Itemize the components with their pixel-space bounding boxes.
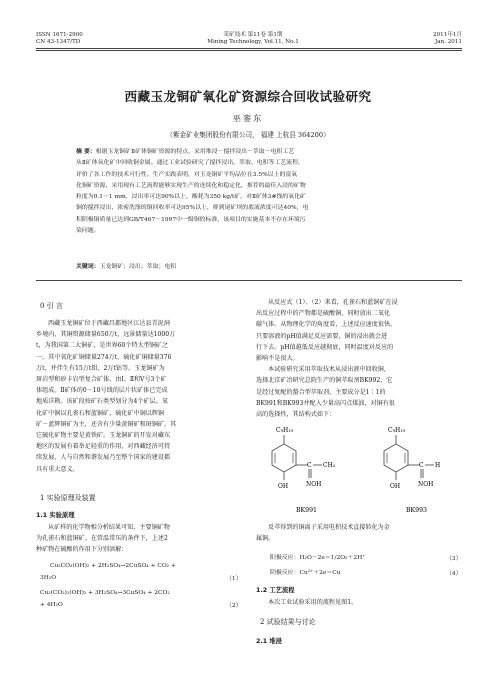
abstract-line: 染问题。: [76, 228, 100, 235]
chemical-structures: [256, 422, 466, 520]
text-line: 它硫化矿物主要是黄铁矿。玉龙铜矿的开发对藏东: [36, 432, 171, 440]
header-rule-2: [36, 50, 462, 51]
text-line: 万t，并伴生有15万t钼、2万t钴等。玉龙铜矿为: [36, 364, 165, 372]
bk993-structure: [384, 427, 440, 514]
text-line: 碳气体。从物理化学的角度看，上述反应速度很快。: [256, 321, 397, 329]
text-line: 地区的发展有着举足轻重的作用，对西藏经济可持: [36, 443, 171, 451]
bk993-alkyl-label: C₉H₁₉: [388, 427, 406, 434]
abstract-divider: [36, 280, 462, 281]
text-line: 反萃得到的铜离子采用电积技术直接转化为金: [268, 524, 390, 531]
section-2-heading: 2 试验结果与讨论: [260, 618, 316, 626]
text-line: 矿－蓝辉铜矿为主，还含有少量黄铜矿和斑铜矿，其: [36, 420, 177, 428]
equation-2-cont: + 4H₂O: [40, 602, 63, 608]
equation-3-number: （3）: [446, 556, 462, 562]
equation-2: Cu₃(CO₃)₂(OH)₂ + 3H₂SO₄→3CuSO₄ + 2CO₂: [40, 590, 170, 596]
text-line: 只要溶液的pH值满足反应需要，铜的浸出就会进: [256, 332, 388, 340]
text-line: 从反应式（1）、（2）来看，孔雀石和蓝铜矿在浸: [268, 299, 398, 306]
text-line: 出反应过程中的产物都是硫酸铜，同时放出二氧化: [256, 310, 391, 318]
abstract-line: 积阴极铜质量已达到GB/T467－1997中一级铜的标准，该项目的实施基本不存在环境污: [76, 216, 306, 223]
abstract-line: 评价了各工作的技术可行性。生产实践表明，对玉龙铜矿平均品位在3.5%以上的富氧: [76, 171, 298, 178]
text-line: BK991和BK993并配入少量高闪点煤油，对铜有很: [256, 399, 395, 407]
bk991-c-label: C: [307, 462, 312, 469]
text-line: 选择北京矿冶研究总院生产的铜萃取剂BK992，它: [256, 377, 393, 385]
paper-title: 西藏玉龙铜矿氧化矿资源综合回收试验研究: [124, 89, 372, 104]
subsection-1-1: 1.1 实验原理: [36, 512, 75, 519]
equation-4-number: （4）: [446, 571, 462, 577]
text-line: 属铜。: [256, 535, 275, 543]
bk993-hydroxyl-label: OH: [390, 483, 401, 490]
journal-en: Mining Technology, Vol.11, No.1: [207, 39, 299, 45]
keywords-label: 关键词：: [76, 264, 100, 270]
equation-1-cont: 3H₂O: [40, 575, 57, 581]
section-1-heading: 1 实验原理及装置: [40, 494, 96, 502]
journal-cn: 采矿技术 第11卷 第1期: [223, 32, 283, 38]
text-line: 具有重大意义。: [36, 465, 79, 473]
bk993-h-label: H: [435, 462, 441, 469]
text-line: 为孔雀石和蓝铜矿。在常温常压的条件下，上述2: [36, 535, 168, 543]
bk993-oxime-label: NOH: [418, 481, 434, 488]
text-line: 行下去。pH值越低反应越彻底，同时温度对反应的: [256, 343, 394, 351]
text-line: 西藏玉龙铜矿位于西藏昌都地区江达县青泥洞: [48, 320, 170, 327]
flow-text: 本次工业试验采用的流程见图1。: [268, 599, 358, 606]
text-line: 地质详勘。该矿段按矿石类型划分为4个矿层。氧: [36, 398, 168, 406]
electrowinning-text: [256, 522, 466, 544]
abstract-line: 化铜矿资源，采用现有工艺流程能够实现生产的连续化和稳定化，推荐的最佳入浸的矿物: [76, 182, 306, 189]
text-line: t，为我国第二大铜矿，是世界60个特大型铜矿之: [36, 342, 169, 350]
equation-4: 阴极反应：Cu²⁺＋2e＝Cu: [270, 570, 341, 576]
text-line: 续发展、人与自然和谐发展乃至整个国家的建设都: [36, 454, 171, 462]
issn: ISSN 1671-2900: [36, 32, 83, 38]
abstract-line: 根据玉龙铜矿Ⅱ矿体铜矿资源的特点，采用堆浸－搅拌浸出－萃取－电积工艺: [95, 149, 295, 155]
section-intro-heading: 0 引 言: [40, 302, 63, 310]
keywords: [76, 261, 434, 270]
text-line: 种矿物在硫酸的作用下分别溶解：: [36, 546, 128, 554]
text-line: 乡境内，其铜资源储量650万t，远景储量达1000万: [36, 331, 176, 339]
equation-1: Cu₂CO₃(OH)₂ + 2H₂SO₄→2CuSO₄ + CO₂ +: [50, 563, 176, 569]
text-line: 斑岩型和矽卡岩型复合矿体，由Ⅰ、Ⅱ和Ⅴ号3个矿: [36, 376, 167, 384]
bk993-c-label: C: [419, 462, 424, 469]
bk991-name: BK991: [296, 507, 317, 514]
abstract-line: 铜的搅拌浸出，浓密洗涤的铜回收率可达95%以上，排到尾矿坝的底流浓度可达40%，电: [76, 205, 309, 212]
equation-3: 阳极反应：H₂O－2e＝1/2O₂＋2H⁺: [270, 555, 366, 561]
bk991-hydroxyl-label: OH: [278, 483, 289, 490]
bk991-methyl-label: CH₃: [323, 462, 336, 469]
bk991-oxime-label: NOH: [306, 481, 322, 488]
abstract-line: 从Ⅱ矿体氧化矿中回收铜金属。通过工业试验研究了搅拌浸出、萃取、电积等工艺流程，: [76, 160, 304, 167]
text-line: 体组成。Ⅱ矿体的0－10号线的层片状矿体已完成: [36, 387, 168, 395]
date-en: Jan. 2011: [435, 39, 462, 45]
text-line: 一。其中氧化矿铜储量274万t，硫化矿铜储量376: [36, 353, 172, 361]
text-line: 高的选择性，其结构式如下：: [256, 411, 336, 419]
right-column-text: [256, 297, 466, 420]
text-line: 影响不是很大。: [256, 355, 299, 363]
abstract: [76, 147, 434, 237]
header-rule: [36, 48, 462, 49]
equation-1-number: （1）: [226, 576, 242, 582]
abstract-label: 摘 要：: [76, 149, 96, 155]
intro-text: [36, 318, 248, 475]
text-line: 本试验研究采用萃取技术从浸出液中回收铜，: [268, 366, 390, 374]
text-line: 化矿中铜以孔雀石和蓝铜矿、硫化矿中铜以辉铜: [36, 409, 164, 417]
equation-2-number: （2）: [226, 603, 242, 609]
author: 巫銮东: [232, 113, 264, 123]
subsection-1-2: 1.2 工艺流程: [256, 587, 295, 594]
text-line: 从矿样的化学物相分析结果可知，主要铜矿物: [48, 524, 170, 531]
bk993-name: BK993: [406, 507, 427, 514]
bk991-alkyl-label: C₉H₁₉: [276, 427, 294, 434]
abstract-line: 粒度为0.1～1 mm，浸出率可达90%以上，酸耗为350 kg/t矿。对Ⅱ矿体3#线的氧化矿: [76, 194, 306, 201]
subsection-2-1: 2.1 堆浸: [256, 638, 282, 645]
date-cn: 2011年1月: [433, 32, 462, 38]
section-1-text: [36, 522, 248, 556]
cn-number: CN 43-1347/TD: [36, 39, 81, 45]
keywords-text: 玉龙铜矿；浸出；萃取；电积: [99, 264, 177, 270]
text-line: 是经过复配的螯合型萃取剂，主要成分是1∶1的: [256, 388, 386, 396]
affiliation: （紫金矿业集团股份有限公司， 福建 上杭县 364200）: [166, 131, 330, 139]
bk991-structure: [272, 427, 336, 514]
